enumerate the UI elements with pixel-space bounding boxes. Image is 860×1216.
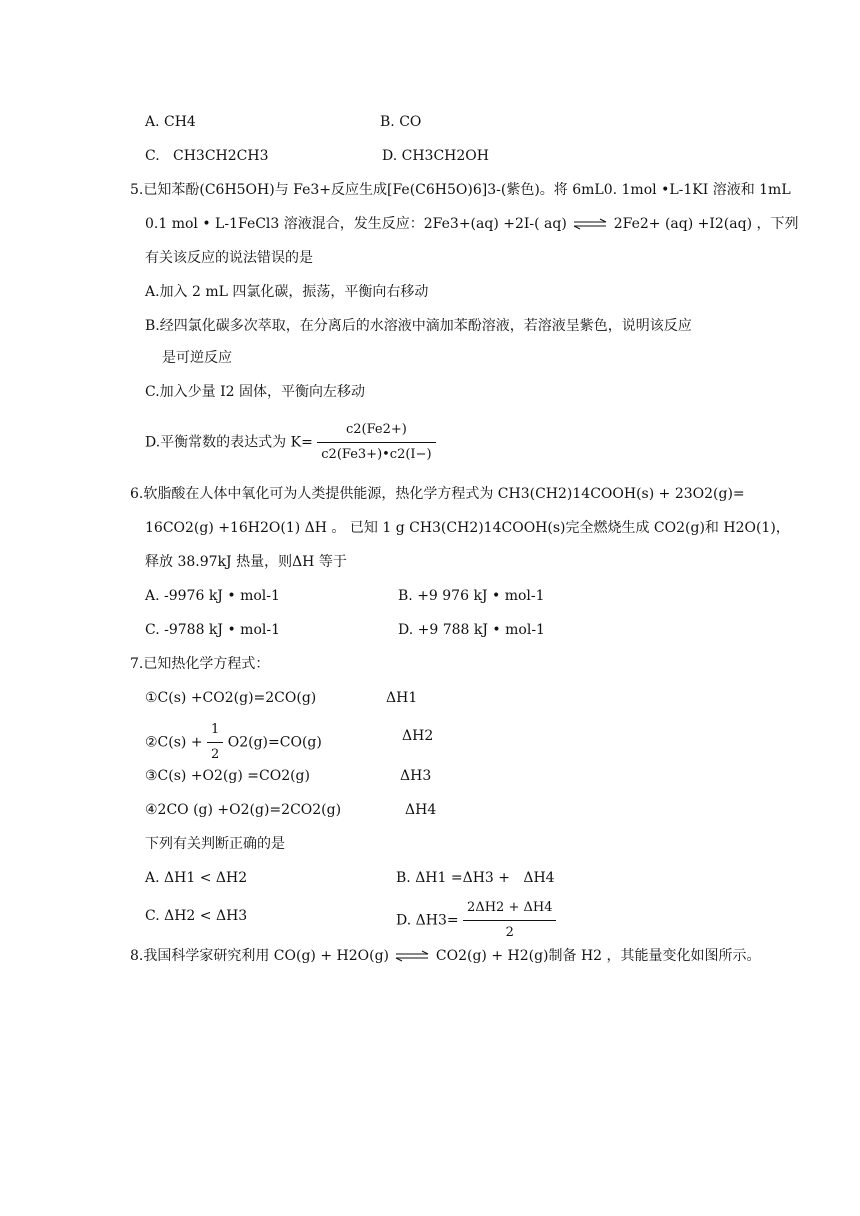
q7-option-d (396, 898, 556, 943)
q7-dh3: ΔH3 (400, 768, 432, 784)
q6-stem-line2: 16CO2(g) +16H2O(1) ΔH 。 已知 1 g CH3(CH2)14COOH(s)完全燃烧生成 CO2(g)和 H2O(1)， (145, 520, 790, 536)
q7-dh1: ΔH1 (386, 690, 418, 706)
q6-option-d: D. +9 788 kJ • mol-1 (398, 622, 545, 638)
q7-question: 下列有关判断正确的是 (145, 836, 285, 852)
q5-option-b-cont: 是可逆反应 (162, 350, 232, 366)
q5-option-a: A.加入 2 mL 四氯化碳，振荡，平衡向右移动 (145, 284, 429, 300)
equilibrium-constant-fraction (317, 420, 435, 465)
q7-option-c: C. ΔH2 < ΔH3 (145, 908, 248, 924)
q8-stem-b: CO2(g) + H2(g)制备 H2 ，其能量变化如图所示。 (435, 948, 761, 964)
q5-option-b: B.经四氯化碳多次萃取，在分离后的水溶液中滴加苯酚溶液，若溶液呈紫色，说明该反应 (145, 318, 692, 334)
q7-option-d-prefix: D. ΔH3= (396, 912, 459, 929)
equilibrium-arrow-icon (573, 218, 607, 230)
q7-stem: 7.已知热化学方程式： (130, 656, 270, 672)
q4-option-d: D. CH3CH2OH (382, 148, 489, 164)
q6-stem-line3: 释放 38.97kJ 热量，则ΔH 等于 (145, 554, 347, 570)
q7-equation-1: ①C(s) +CO2(g)=2CO(g) (145, 690, 317, 706)
q7-dh2: ΔH2 (402, 728, 434, 744)
fraction-denominator: c2(Fe3+)•c2(I−) (321, 447, 432, 462)
equilibrium-arrow-icon (395, 950, 429, 962)
q6-option-c: C. -9788 kJ • mol-1 (145, 622, 280, 638)
q5-option-d (145, 420, 436, 465)
q7-equation-2-suffix: O2(g)=CO(g) (227, 734, 322, 751)
fraction-numerator: 1 (207, 720, 223, 743)
q7-equation-2-prefix: ②C(s) + (145, 734, 203, 751)
q4-option-b: B. CO (380, 114, 422, 130)
q8-stem (130, 946, 761, 966)
fraction-denominator: 2 (211, 747, 220, 762)
dh3-fraction (463, 898, 556, 943)
q5-stem-line3: 有关该反应的说法错误的是 (145, 250, 313, 266)
q7-equation-3: ③C(s) +O2(g) =CO2(g) (145, 768, 310, 784)
q6-option-a: A. -9976 kJ • mol-1 (145, 588, 280, 604)
q7-equation-4: ④2CO (g) +O2(g)=2CO2(g) (145, 802, 342, 818)
fraction-denominator: 2 (505, 925, 514, 940)
q7-equation-2 (145, 720, 322, 765)
q6-stem-line1: 6.软脂酸在人体中氧化可为人类提供能源，热化学方程式为 CH3(CH2)14COOH(s) + 23O2(g)= (130, 486, 745, 502)
q5-option-d-prefix: D.平衡常数的表达式为 K= (145, 434, 313, 451)
q7-option-b: B. ΔH1 =ΔH3 + ΔH4 (396, 870, 555, 886)
q7-option-a: A. ΔH1 < ΔH2 (145, 870, 248, 886)
q6-option-b: B. +9 976 kJ • mol-1 (398, 588, 545, 604)
q4-option-c: C. CH3CH2CH3 (145, 148, 269, 164)
q8-stem-a: 8.我国科学家研究利用 CO(g) + H2O(g) (130, 948, 389, 964)
fraction-numerator: 2ΔH2 + ΔH4 (463, 898, 556, 921)
q7-dh4: ΔH4 (405, 802, 437, 818)
q4-option-a: A. CH4 (145, 114, 196, 130)
q5-stem-line2 (145, 214, 798, 234)
q5-stem-line1: 5.已知苯酚(C6H5OH)与 Fe3+反应生成[Fe(C6H5O)6]3-(紫色)。将 6mL0. 1mol •L-1KI 溶液和 1mL (130, 182, 791, 198)
fraction-numerator: c2(Fe2+) (317, 420, 435, 443)
q5-option-c: C.加入少量 I2 固体，平衡向左移动 (145, 384, 366, 400)
half-fraction (207, 720, 223, 765)
q5-stem-line2-a: 0.1 mol • L-1FeCl3 溶液混合，发生反应：2Fe3+(aq) +2I-( aq) (145, 216, 567, 232)
q5-stem-line2-b: 2Fe2+ (aq) +I2(aq) ，下列 (613, 216, 799, 232)
